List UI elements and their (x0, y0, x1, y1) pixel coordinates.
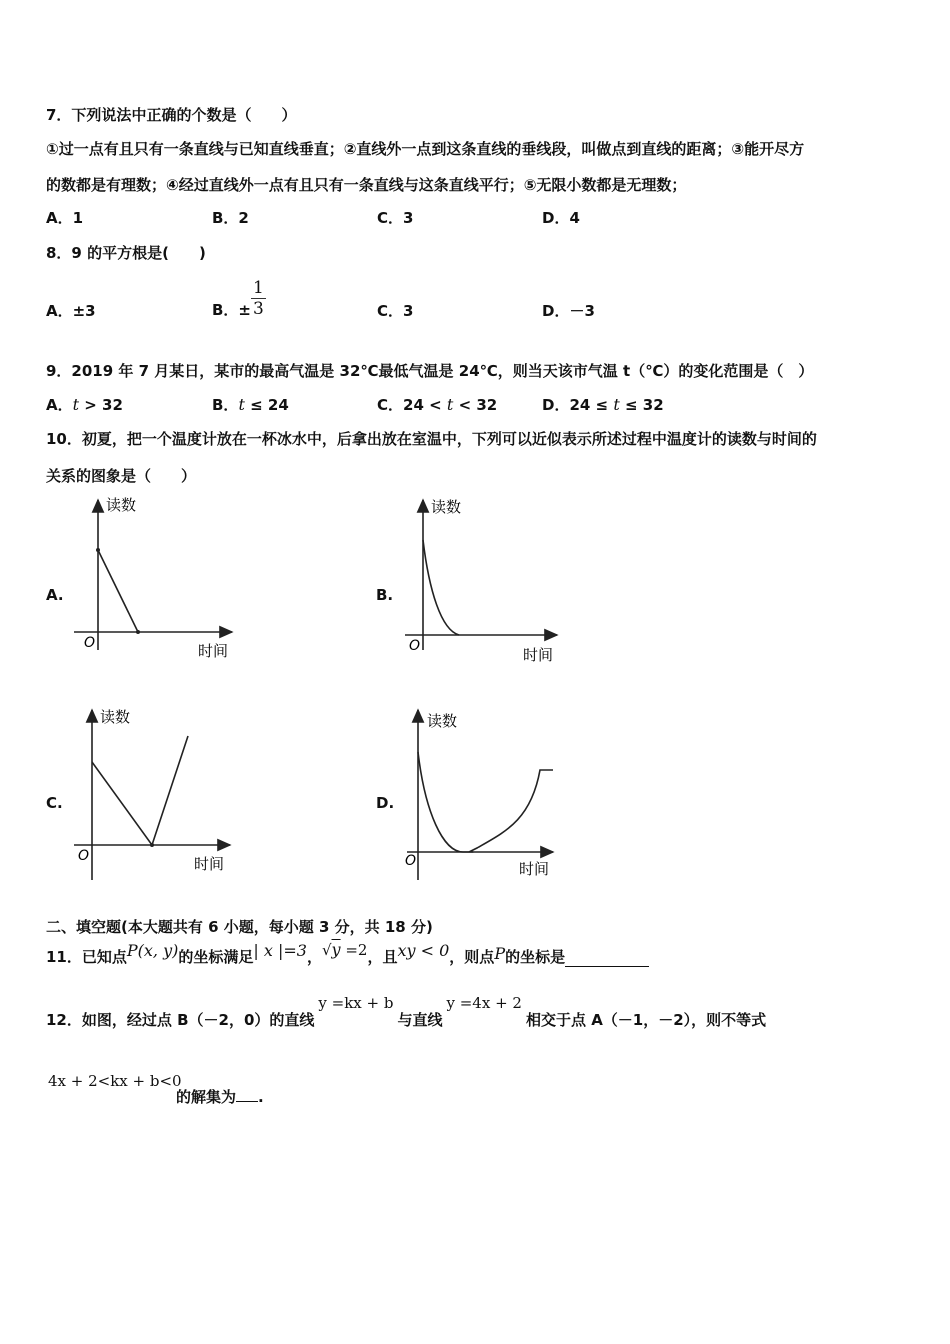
graph-a-start-point (96, 548, 100, 552)
q8-option-b (212, 275, 266, 321)
q8-option-a: A．±3 (46, 302, 96, 320)
q11-line (46, 940, 649, 967)
q9-b-var: t (238, 395, 245, 414)
q11-cond2 (322, 940, 368, 959)
q10-graph-c (60, 702, 250, 882)
q12-prefix: 12．如图，经过点 B（－2，0）的直线 (46, 1011, 315, 1029)
q8-option-b-prefix: B．± (212, 300, 252, 319)
radical-sign: √ (321, 941, 332, 959)
origin-label: O (409, 638, 421, 654)
graph-c-vertex-point (150, 843, 154, 847)
q7-option-d: D．4 (542, 209, 580, 227)
graph-b-curve (423, 540, 459, 635)
q10-graph-a-label: A. (46, 586, 64, 604)
y-axis-label: 读数 (427, 712, 458, 730)
q11-answer-blank[interactable] (565, 952, 649, 967)
q8-option-c: C．3 (377, 302, 414, 320)
q10-graph-d-label: D. (376, 794, 395, 812)
q9-a-label: A． (46, 396, 73, 414)
q12-tail-line (176, 1086, 264, 1107)
q10-graph-b (385, 490, 575, 668)
q11-sep: ， (306, 948, 322, 966)
q9-c-pre: 24 < (403, 396, 447, 414)
q9-b-rest: ≤ 24 (244, 396, 289, 414)
q7-option-a: A．1 (46, 209, 84, 227)
q12-suffix: 相交于点 A（－1，－2），则不等式 (525, 1011, 767, 1029)
q12-mid: 与直线 (397, 1011, 443, 1029)
y-axis-label: 读数 (100, 708, 131, 726)
fraction-denominator: 3 (253, 298, 264, 319)
q9-b-label: B． (212, 396, 239, 414)
q9-a-rest: > 32 (79, 396, 123, 414)
q12-end: . (258, 1088, 264, 1106)
q7-statement-line2: 的数都是有理数；④经过直线外一点有且只有一条直线与这条直线平行；⑤无限小数都是无理数； (46, 176, 687, 194)
q11-mid2: ，且 (367, 948, 398, 966)
q10-graph-a (60, 490, 250, 668)
origin-label: O (405, 853, 417, 869)
q11-pvar: P (494, 944, 506, 963)
q11-prefix: 11．已知点 (46, 948, 127, 966)
q7-stem: 7．下列说法中正确的个数是（ ） (46, 106, 297, 124)
q9-c-rest: < 32 (453, 396, 498, 414)
q11-mid3: ，则点 (449, 948, 495, 966)
q12-inequality: 4x + 2<kx + b<0 (48, 1072, 182, 1090)
fraction (251, 278, 266, 319)
q7-option-c: C．3 (377, 209, 414, 227)
q10-graph-d (385, 702, 575, 884)
q9-stem: 9．2019 年 7 月某日，某市的最高气温是 32℃最低气温是 24℃，则当天该市气温 t（℃）的变化范围是（ ） (46, 362, 814, 380)
section-2-title: 二、填空题(本大题共有 6 小题，每小题 3 分，共 18 分) (46, 918, 433, 936)
q11-cond1: | x |=3 (253, 941, 307, 960)
q10-graph-c-label: C. (46, 794, 63, 812)
q8-stem: 8．9 的平方根是( ) (46, 244, 206, 262)
origin-label: O (78, 848, 90, 864)
q11-cond2-rest: =2 (340, 941, 368, 959)
q11-cond2-var: y (331, 940, 341, 959)
q9-d-pre: 24 ≤ (569, 396, 614, 414)
x-axis-label: 时间 (198, 642, 229, 660)
q10-stem-line2: 关系的图象是（ ） (46, 467, 197, 485)
q9-c-var: t (446, 395, 454, 414)
graph-a-curve (98, 550, 138, 632)
q9-d-rest: ≤ 32 (619, 396, 664, 414)
q12-answer-blank[interactable] (236, 1087, 258, 1102)
y-axis-label: 读数 (431, 498, 462, 516)
q9-option-a (46, 394, 123, 415)
x-axis-label: 时间 (523, 646, 554, 664)
q12-tail: 的解集为 (176, 1088, 237, 1106)
fraction-numerator: 1 (253, 277, 264, 298)
graph-a-end-point (136, 630, 140, 634)
q12-line2: y =4x + 2 (446, 994, 522, 1012)
q10-stem-line1: 10．初夏，把一个温度计放在一杯冰水中，后拿出放在室温中，下列可以近似表示所述过程中温度计的读数与时间的 (46, 430, 817, 448)
q9-option-c (377, 394, 497, 415)
graph-d-curve (418, 752, 553, 852)
q9-option-d (542, 394, 664, 415)
q12-line (46, 994, 767, 1030)
q9-a-var: t (72, 395, 80, 414)
q8-option-d: D．－3 (542, 302, 595, 320)
origin-label: O (84, 635, 96, 651)
q11-cond3: xy < 0 (397, 941, 450, 960)
q7-option-b: B．2 (212, 209, 249, 227)
q12-line1: y =kx + b (318, 994, 394, 1012)
q11-mid1: 的坐标满足 (178, 948, 254, 966)
q11-point: P(x, y) (126, 941, 179, 960)
q9-d-label: D． (542, 396, 570, 414)
q10-graph-b-label: B. (376, 586, 394, 604)
x-axis-label: 时间 (194, 855, 225, 873)
q7-statement-line1: ①过一点有且只有一条直线与已知直线垂直；②直线外一点到这条直线的垂线段，叫做点到直线的距离；③能开尽方 (46, 140, 805, 158)
q9-d-var: t (613, 395, 620, 414)
q9-c-label: C． (377, 396, 404, 414)
q9-option-b (212, 394, 289, 415)
y-axis-label: 读数 (106, 496, 137, 514)
graph-c-curve (92, 736, 188, 845)
x-axis-label: 时间 (519, 860, 550, 878)
q11-suffix: 的坐标是 (505, 948, 566, 966)
